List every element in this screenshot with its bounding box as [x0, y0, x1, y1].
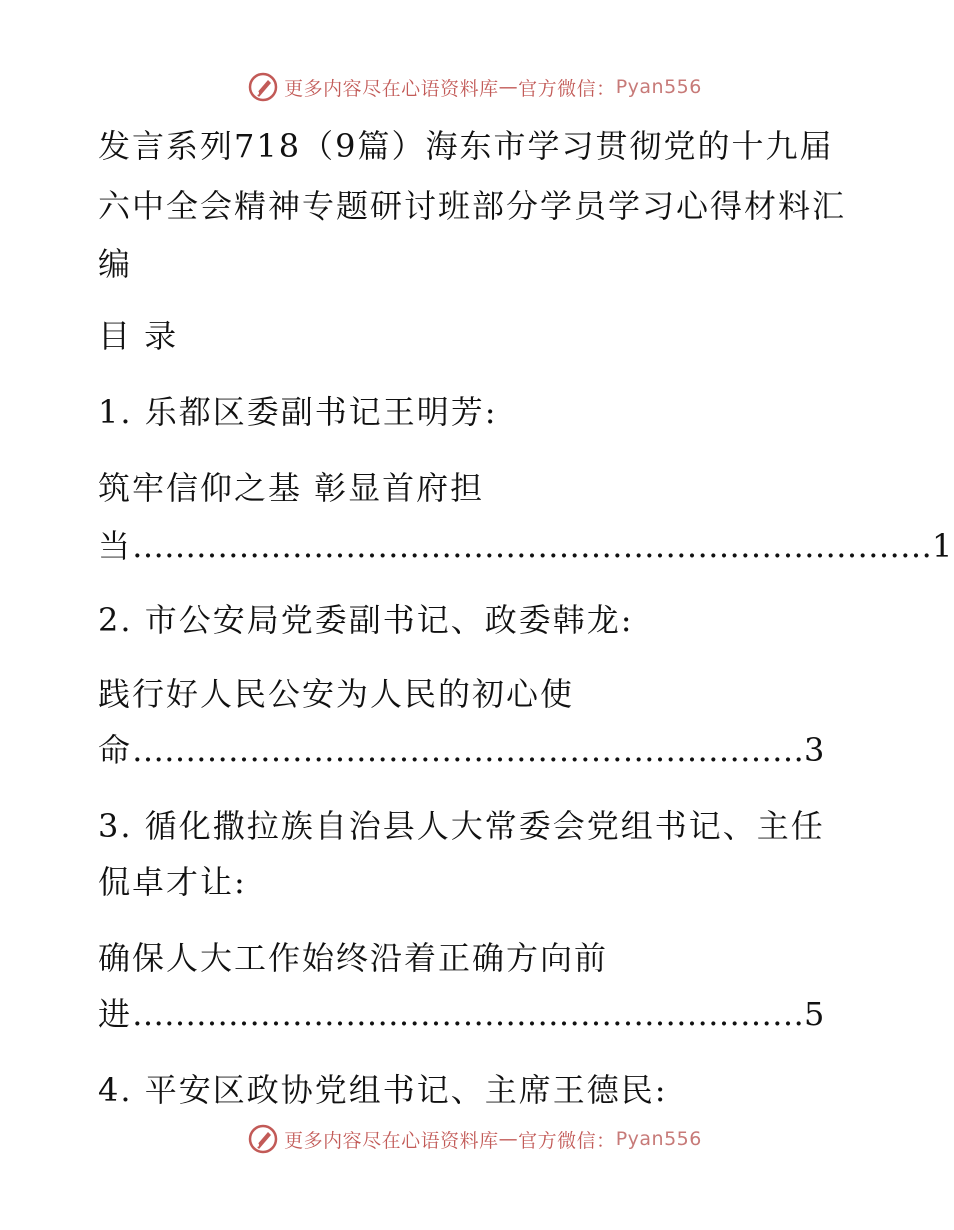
banner-wechat-label: 官方微信：: [518, 1129, 616, 1152]
doc-title-line-2: 六中全会精神专题研讨班部分学员学习心得材料汇: [98, 187, 847, 225]
toc-entry-1-dots: …………………………………………………………………: [132, 527, 933, 565]
doc-title-line-3: 编: [98, 245, 133, 283]
toc-entry-2-author: 2. 市公安局党委副书记、政委韩龙:: [98, 601, 634, 639]
toc-entry-1-author: 1. 乐都区委副书记王明芳:: [98, 393, 498, 431]
toc-entry-3-title: 确保人大工作始终沿着正确方向前: [98, 939, 609, 977]
toc-entry-2-leader-line: [98, 730, 826, 770]
banner-text: 更多内容尽在心语资料库: [284, 77, 499, 100]
banner-dash: —: [498, 76, 519, 98]
banner-wechat-account: Pyan556: [615, 1128, 702, 1150]
toc-entry-1-title-end: 当: [98, 527, 133, 565]
banner-text: 更多内容尽在心语资料库: [284, 1129, 499, 1152]
banner-dash: —: [498, 1128, 519, 1150]
pen-logo-icon: [248, 1124, 278, 1154]
toc-entry-2-page: 3: [804, 731, 827, 769]
toc-entry-2-dots: ………………………………………………………: [132, 731, 805, 769]
toc-entry-1-title: 筑牢信仰之基 彰显首府担: [98, 469, 485, 507]
toc-entry-3-title-end: 进: [98, 995, 133, 1033]
toc-heading: 目 录: [98, 317, 179, 355]
toc-entry-3-author-cont: 侃卓才让:: [98, 863, 247, 901]
doc-title-line-1: 发言系列718（9篇）海东市学习贯彻党的十九届: [98, 127, 834, 165]
pen-logo-icon: [248, 72, 278, 102]
banner-wechat-account: Pyan556: [615, 76, 702, 98]
toc-entry-3-leader-line: [98, 994, 826, 1034]
toc-entry-4-author: 4. 平安区政协党组书记、主席王德民:: [98, 1071, 668, 1109]
watermark-banner-bottom: [0, 1124, 950, 1154]
watermark-banner-top: [0, 72, 950, 102]
toc-entry-1-leader-line: [98, 526, 954, 566]
toc-entry-3-dots: ………………………………………………………: [132, 995, 805, 1033]
banner-wechat-label: 官方微信：: [518, 77, 616, 100]
toc-entry-2-title: 践行好人民公安为人民的初心使: [98, 675, 575, 713]
toc-entry-3-page: 5: [804, 995, 827, 1033]
toc-entry-3-author: 3. 循化撒拉族自治县人大常委会党组书记、主任: [98, 807, 825, 845]
toc-entry-2-title-end: 命: [98, 731, 133, 769]
toc-entry-1-page: 1: [932, 527, 954, 565]
